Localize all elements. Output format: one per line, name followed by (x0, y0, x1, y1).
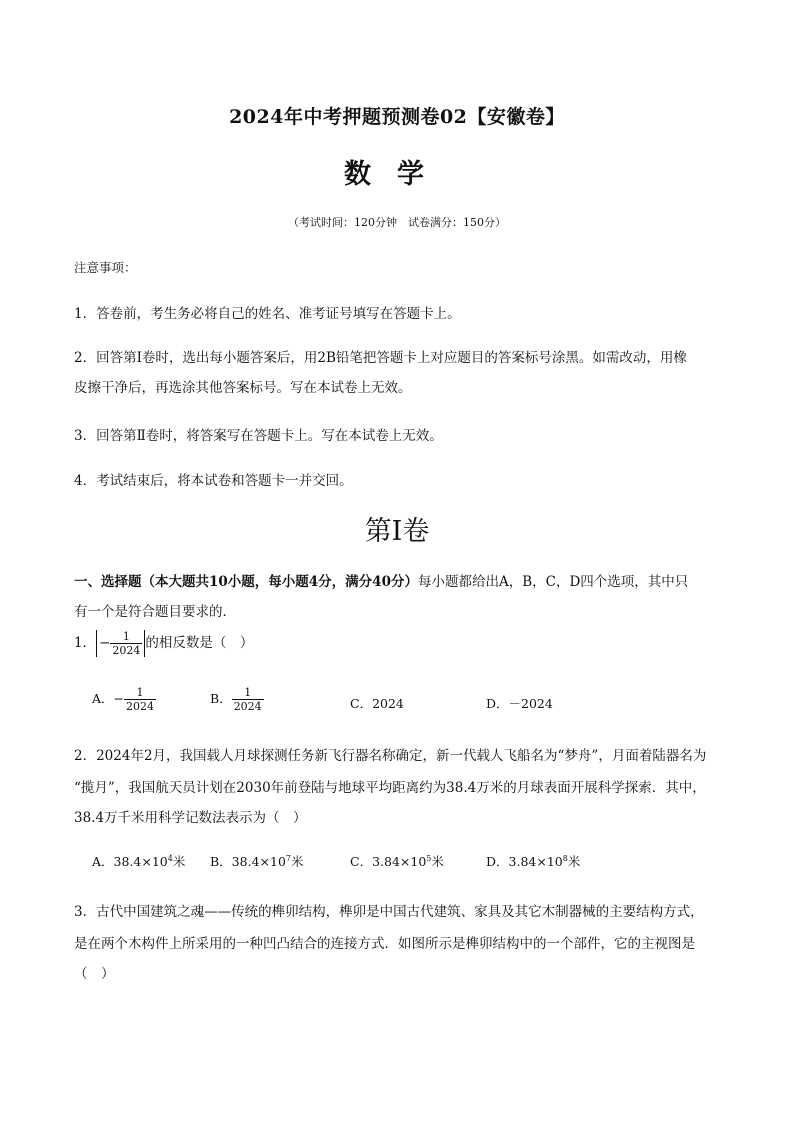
q1-option-b[interactable]: B． $\frac{1}{2024}$ (210, 686, 262, 713)
q2-option-a[interactable]: A．$38.4\times 10^4$米 (92, 853, 186, 869)
note-item-1: 1．答卷前，考生务必将自己的姓名、准考证号填写在答题卡上。 (74, 306, 461, 322)
q3-line-2: 是在两个木构件上所采用的一种凹凸结合的连接方式．如图所示是榫卯结构中的一个部件，它的主视图是 (74, 936, 695, 952)
note-item-4: 4．考试结束后，将本试卷和答题卡一并交回。 (74, 473, 353, 489)
q1-minus: − (99, 635, 111, 651)
q3-line-1: 3．古代中国建筑之魂——传统的榫卯结构，榫卯是中国古代建筑、家具及其它木制器械的主要结构方式， (74, 904, 704, 920)
q2-line-1: 2．2024年2月，我国载人月球探测任务新飞行器名称确定，新一代载人飞船名为“梦舟”，月面着陆器名为 (74, 748, 707, 764)
q3-line-3: （ ） (74, 966, 115, 982)
part1-line2: 有一个是符合题目要求的． (74, 604, 236, 620)
q1-tail: 的相反数是（ ） (145, 635, 254, 651)
exam-time-info: （考试时间：120分钟 试卷满分：150分） (288, 216, 506, 229)
section-title: 第Ⅰ卷 (364, 516, 430, 547)
note-item-2: 2．回答第Ⅰ卷时，选出每小题答案后，用2B铅笔把答题卡上对应题目的答案标号涂黑。如需改动，用橡 (74, 350, 687, 366)
q1-option-c[interactable]: C．2024 (350, 696, 404, 711)
subject-title: 数学 (344, 159, 450, 190)
q1-number: 1． (74, 635, 97, 651)
note-item-3: 3．回答第Ⅱ卷时，将答案写在答题卡上。写在本试卷上无效。 (74, 428, 443, 444)
q2-option-d[interactable]: D．$3.84\times 10^8$米 (486, 853, 581, 869)
part1-line1-rest: 每小题都给出A，B，C，D四个选项，其中只 (417, 574, 689, 590)
part1-detail: （本大题共10小题，每小题4分，满分40分） (141, 574, 418, 590)
part1-label: 一、选择题 (74, 574, 142, 590)
exam-title: 2024年中考押题预测卷02【安徽卷】 (229, 106, 565, 128)
q1-absolute-value (96, 630, 145, 657)
note-item-2-cont: 皮擦干净后，再选涂其他答案标号。写在本试卷上无效。 (74, 380, 412, 396)
q2-option-c[interactable]: C．$3.84\times 10^5$米 (350, 853, 444, 869)
q1-fraction: $\frac{1}{2024}$ (112, 630, 141, 657)
q2-line-2: “揽月”，我国航天员计划在2030年前登陆与地球平均距离约为38.4万米的月球表面开展科学探索．其中， (74, 780, 706, 796)
question-1 (74, 630, 253, 657)
q2-option-b[interactable]: B．$38.4\times 10^7$米 (210, 853, 304, 869)
part1-instructions (74, 570, 688, 590)
notes-heading: 注意事项： (74, 260, 137, 275)
q1-option-d[interactable]: D．－2024 (486, 696, 553, 711)
q1-option-a[interactable]: A．− $\frac{1}{2024}$ (92, 686, 155, 713)
q2-line-3: 38.4万千米用科学记数法表示为（ ） (74, 810, 307, 826)
